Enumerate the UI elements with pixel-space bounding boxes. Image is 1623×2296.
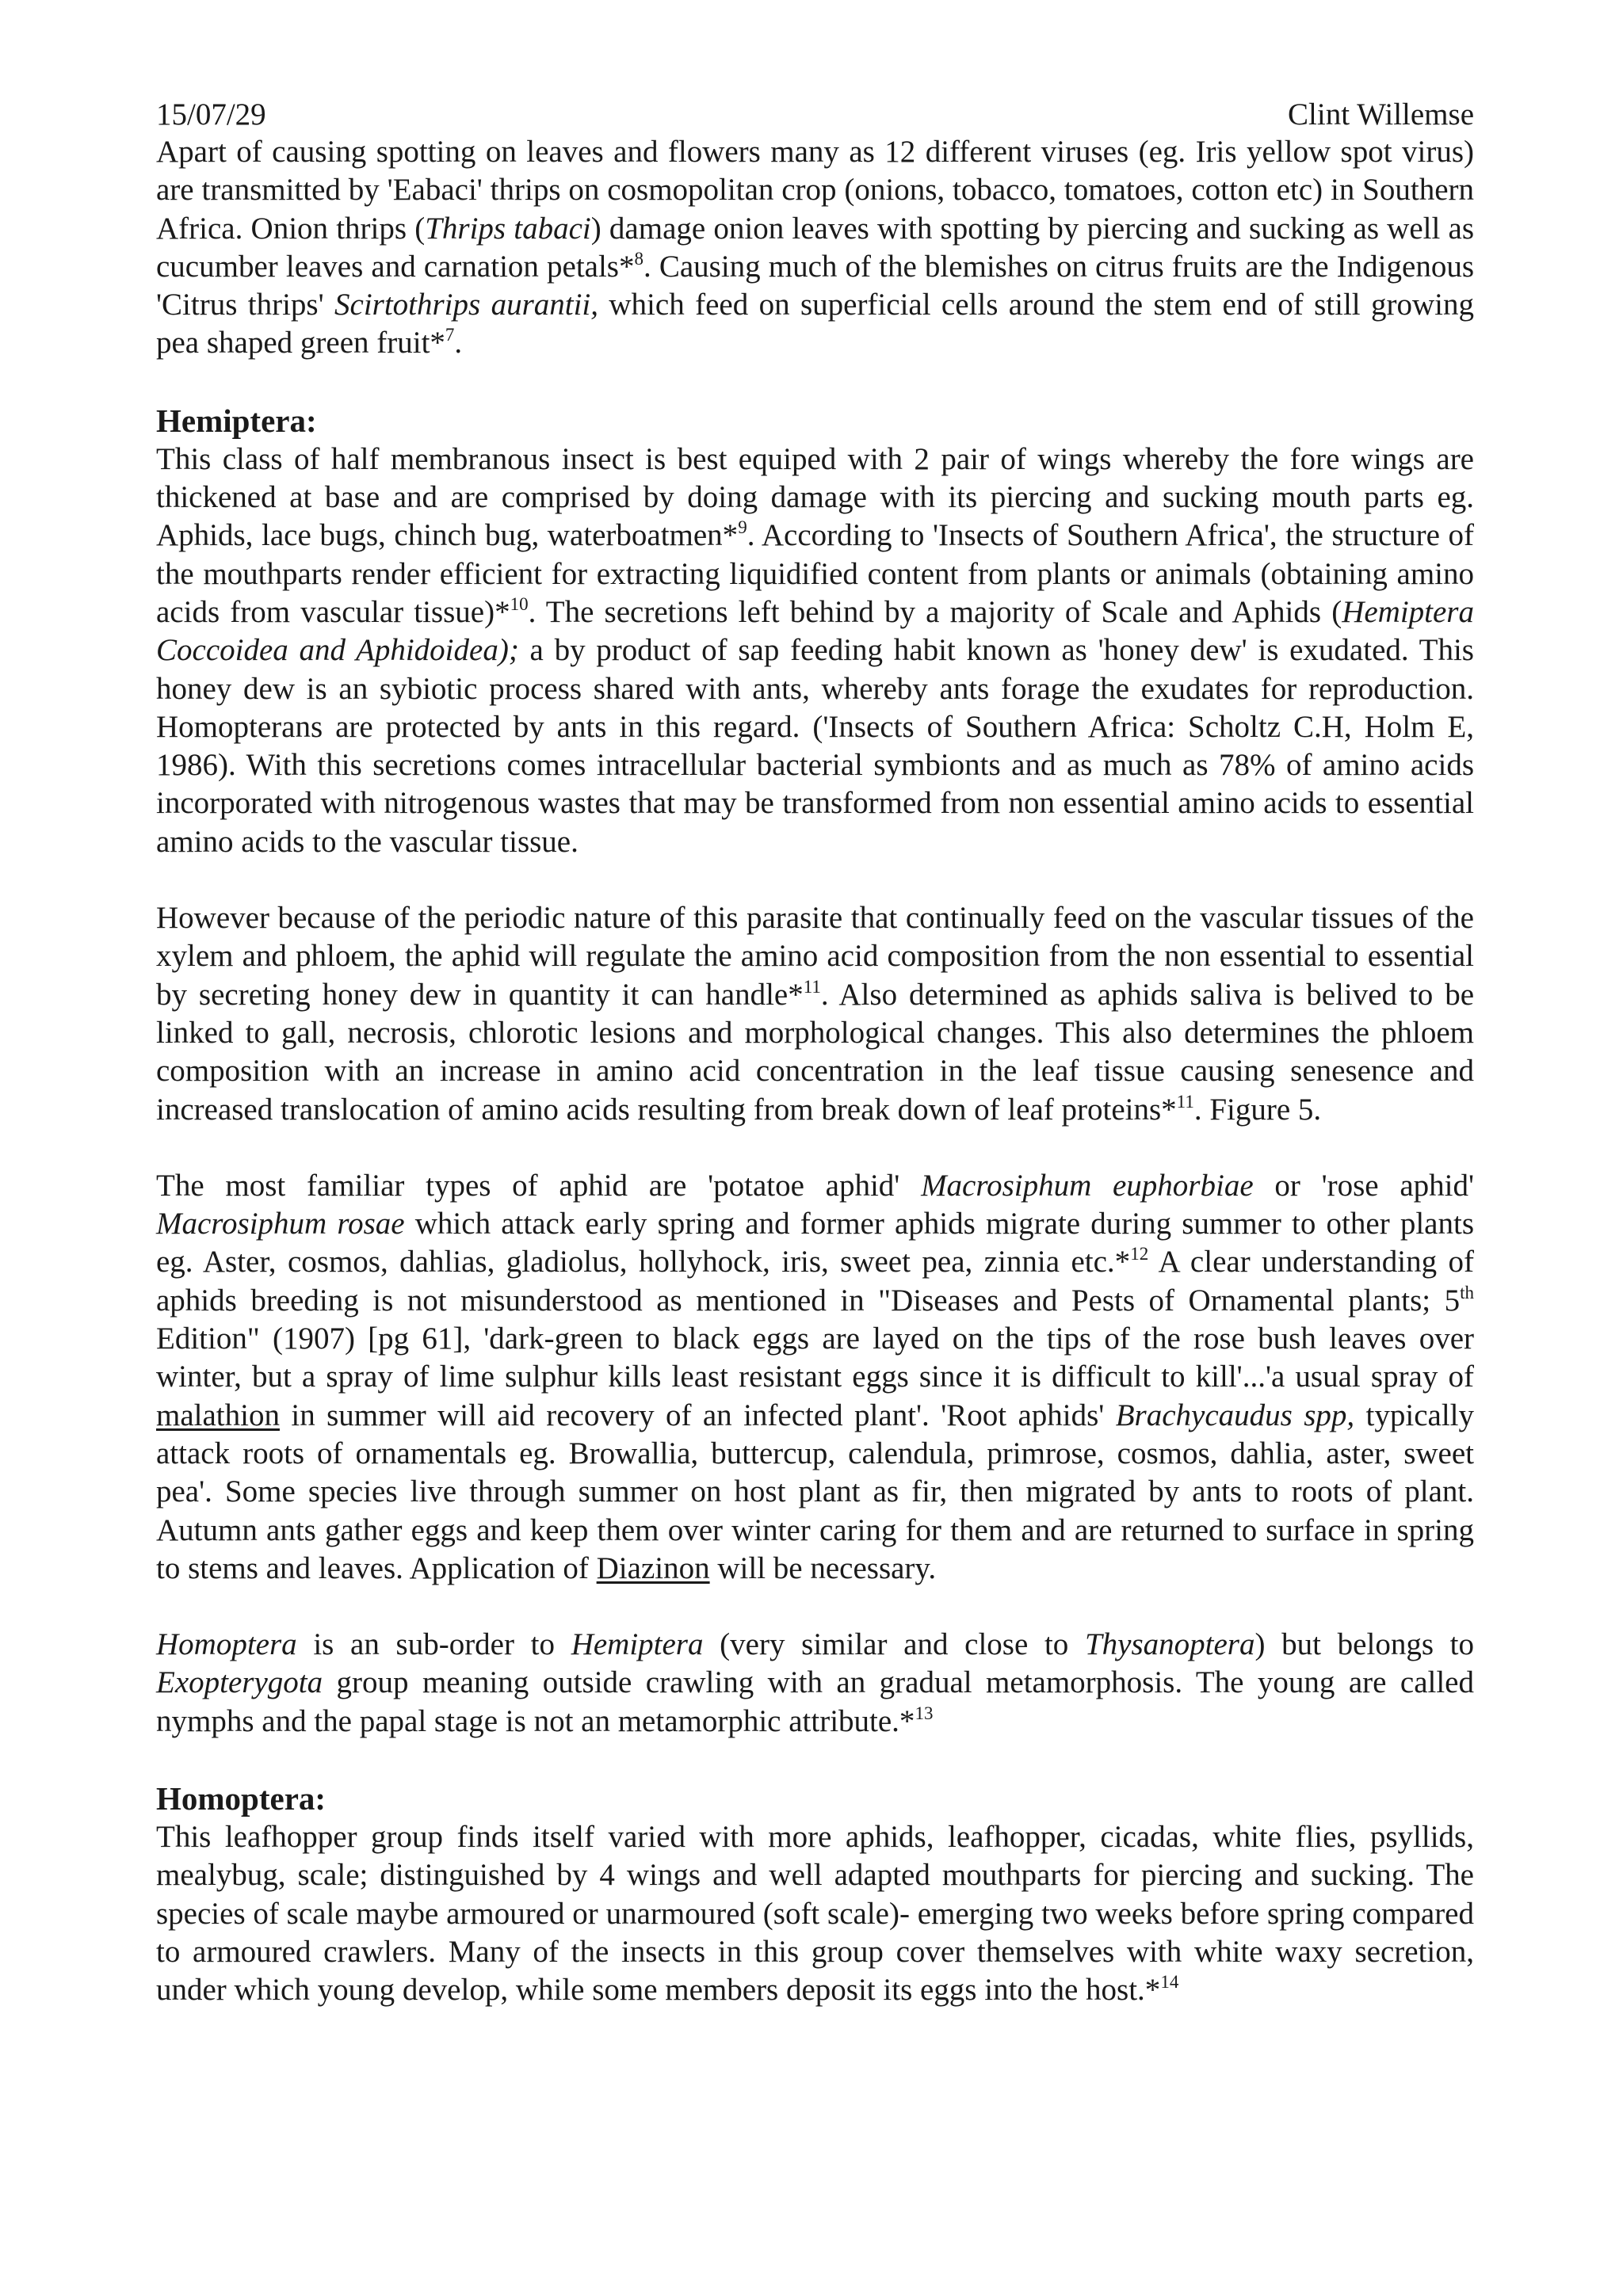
chemical-name: Diazinon xyxy=(596,1550,710,1585)
footnote-ref: 14 xyxy=(1160,1972,1179,1993)
ordinal-suffix: th xyxy=(1460,1282,1474,1302)
paragraph-gap xyxy=(156,1129,1474,1167)
taxa-name: Homoptera xyxy=(156,1627,297,1662)
paragraph-aphid-types: The most familiar types of aphid are 'potatoe aphid' Macrosiphum euphorbiae or 'rose aphid' Macrosiphum rosae which attack early spring and former aphids migrate during summer to other plants eg. Aster, cosmos, dahlias, gladiolus, hollyhock, iris, sweet pea, zinnia etc.*$^{12}$ A clear understanding of aphids breeding is not misunderstood as mentioned in "Diseases and Pests of Ornamental plants; 5th Edition" (1907) [pg 61], 'dark-green to black eggs are layed on the tips of the rose bush leaves over winter, but a spray of lime sulphur kills least resistant eggs since it is difficult to kill'...'a usual spray of malathion in summer will aid recovery of an infected plant'. 'Root aphids' Brachycaudus spp, typically attack roots of ornamentals eg. Browallia, buttercup, calendula, primrose, cosmos, dahlia, aster, sweet pea'. Some species live through summer on host plant as fir, then migrated by ants to roots of plant. Autumn ants gather eggs and keep them over winter caring for them and are returned to surface in spring to stems and leaves. Application of Diazinon will be necessary. xyxy=(156,1168,1475,1585)
taxa-name: Hemiptera Coccoidea and Aphidoidea); xyxy=(156,594,1474,668)
section-heading-homoptera: Homoptera: xyxy=(156,1779,327,1817)
header-author: Clint Willemse xyxy=(1288,97,1474,132)
paragraph-homoptera-suborder: Homoptera is an sub-order to Hemiptera (very similar and close to Thysanoptera) but belongs to Exopterygota group meaning outside crawling with an gradual metamorphosis. The young are called nymphs and the papal stage is not an metamorphic attribute.*$^{13}$ xyxy=(156,1627,1475,1738)
footnote-ref: 9 xyxy=(738,517,747,538)
species-name: Scirtothrips aurantii, xyxy=(334,288,599,322)
paragraph-hemiptera: This class of half membranous insect is best equiped with 2 pair of wings whereby the fore wings are thickened at base and are comprised by doing damage with its piercing and sucking mouth parts eg. Aphids, lace bugs, chinch bug, waterboatmen*$^9$. According to 'Insects of Southern Africa', the structure of the mouthparts render efficient for extracting liquidified content from plants or animals (obtaining amino acids from vascular tissue)*$^{10}$. The secretions left behind by a majority of Scale and Aphids (Hemiptera Coccoidea and Aphidoidea); a by product of sap feeding habit known as 'honey dew' is exudated. This honey dew is an sybiotic process shared with ants, whereby ants forage the exudates for reproduction. Homopterans are protected by ants in this regard. ('Insects of Southern Africa: Scholtz C.H, Holm E, 1986). With this secretions comes intracellular bacterial symbionts and as much as 78% of amino acids incorporated with nitrogenous wastes that may be transformed from non essential amino acids to essential amino acids to the vascular tissue. xyxy=(156,441,1474,859)
footnote-ref: 13 xyxy=(915,1703,934,1723)
footnote-ref: 10 xyxy=(510,593,529,614)
footnote-ref: 8 xyxy=(634,248,643,269)
paragraph-gap xyxy=(156,861,1474,899)
paragraph-gap xyxy=(156,1741,1474,1775)
species-name: Thrips tabaci xyxy=(425,211,591,246)
document-page xyxy=(156,97,1474,2009)
taxa-name: Thysanoptera xyxy=(1084,1627,1255,1662)
paragraph-thrips-viruses: Apart of causing spotting on leaves and flowers many as 12 different viruses (eg. Iris yellow spot virus) are transmitted by 'Eabaci' thrips on cosmopolitan crop (onions, tobacco, tomatoes, cotton etc) in Southern Africa. Onion thrips (Thrips tabaci) damage onion leaves with spotting by piercing and sucking as well as cucumber leaves and carnation petals*$^8$. Causing much of the blemishes on citrus fruits are the Indigenous 'Citrus thrips' Scirtothrips aurantii, which feed on superficial cells around the stem end of still growing pea shaped green fruit*$^7$. xyxy=(156,135,1474,360)
paragraph-aphid-regulation: However because of the periodic nature of this parasite that continually feed on the vascular tissues of the xylem and phloem, the aphid will regulate the amino acid composition from the non essential to essential by secreting honey dew in quantity it can handle*$^{11}$. Also determined as aphids saliva is belived to be linked to gall, necrosis, chlorotic lesions and morphological changes. This also determines the phloem composition with an increase in amino acid concentration in the leaf tissue causing senesence and increased translocation of amino acids resulting from break down of leaf proteins*$^{11}$. Figure 5. xyxy=(156,901,1474,1127)
header-date: 15/07/29 xyxy=(156,97,266,132)
section-heading-hemiptera: Hemiptera: xyxy=(156,402,317,439)
paragraph-homoptera: This leafhopper group finds itself varied with more aphids, leafhopper, cicadas, white flies, psyllids, mealybug, scale; distinguished by 4 wings and well adapted mouthparts for piercing and sucking. The species of scale maybe armoured or unarmoured (soft scale)- emerging two weeks before spring compared to armoured crawlers. Many of the insects in this group cover themselves with white waxy secretion, under which young develop, while some members deposit its eggs into the host.*$^{14}$ xyxy=(156,1819,1474,2008)
species-name: Macrosiphum rosae xyxy=(156,1207,405,1241)
paragraph-gap xyxy=(156,363,1474,398)
chemical-name: malathion xyxy=(156,1398,280,1432)
page-header xyxy=(156,97,1474,133)
taxa-name: Exopterygota xyxy=(156,1665,323,1700)
paragraph-gap xyxy=(156,1588,1474,1626)
species-name: Brachycaudus spp, xyxy=(1115,1398,1355,1432)
footnote-ref: 12 xyxy=(1130,1244,1149,1264)
footnote-ref: 11 xyxy=(1176,1091,1194,1112)
taxa-name: Hemiptera xyxy=(571,1627,704,1662)
footnote-ref: 11 xyxy=(803,976,821,997)
footnote-ref: 7 xyxy=(445,325,455,345)
species-name: Macrosiphum euphorbiae xyxy=(921,1168,1254,1203)
